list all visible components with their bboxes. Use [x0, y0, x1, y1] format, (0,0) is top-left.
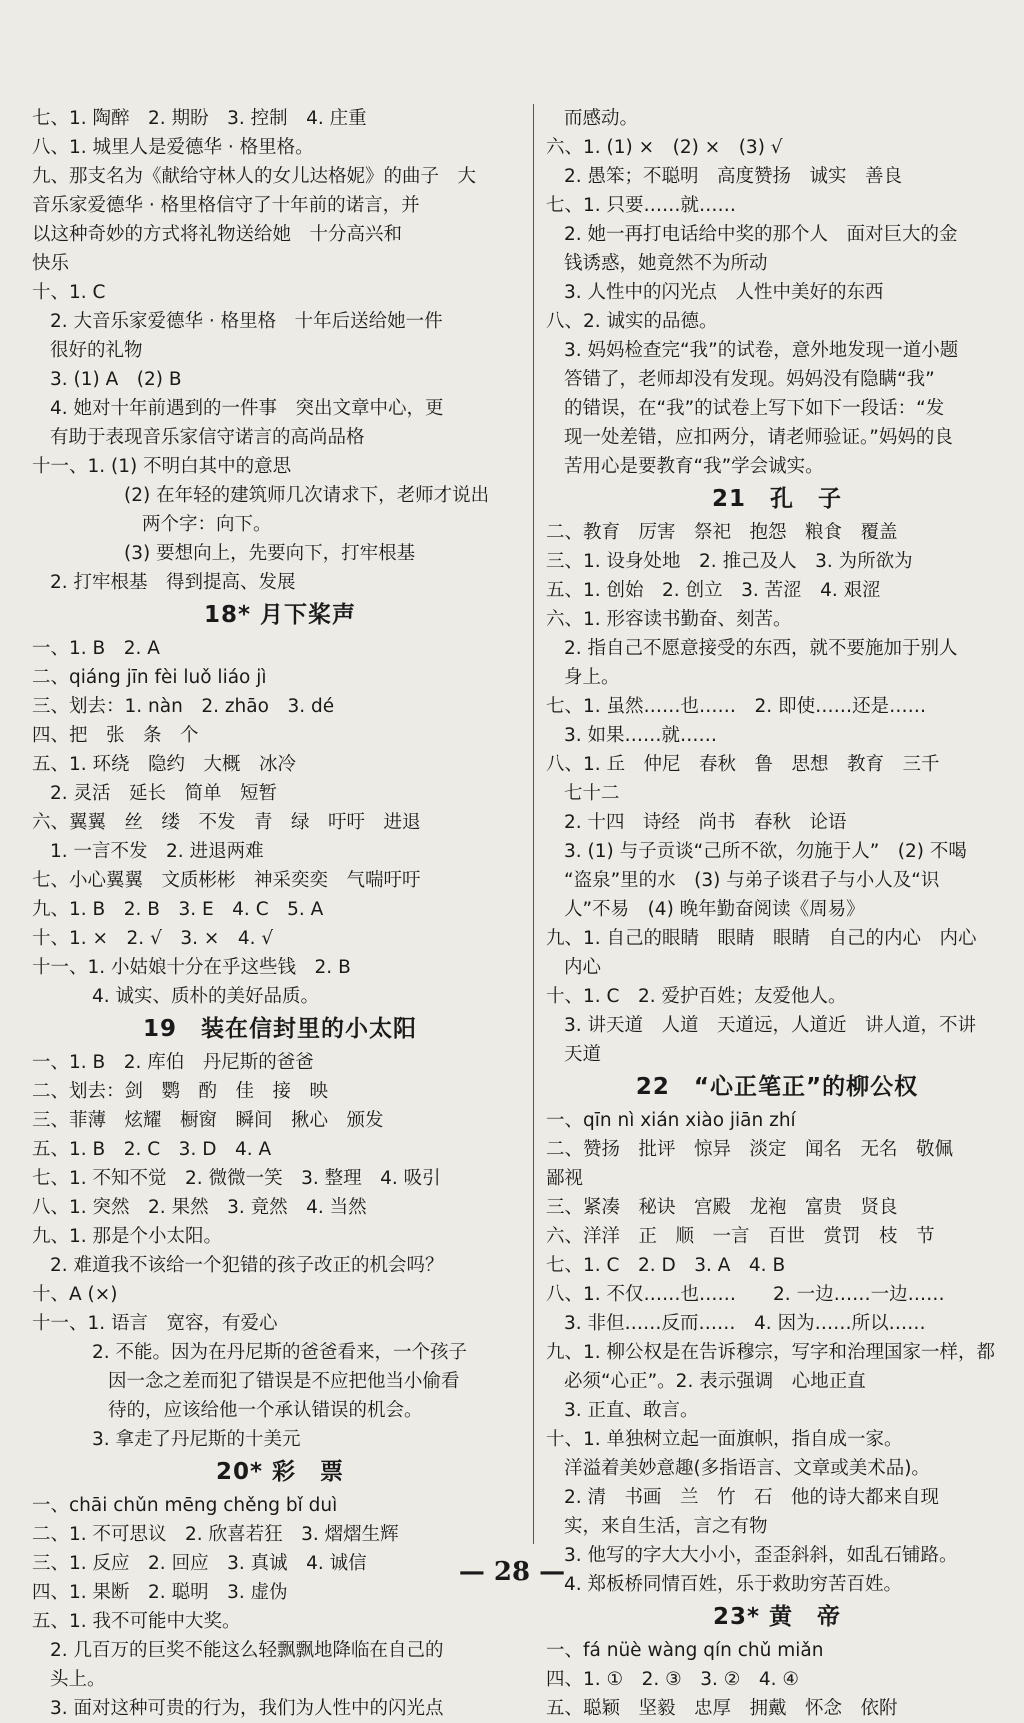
answer-line: 以这种奇妙的方式将礼物送给她 十分高兴和 [32, 224, 403, 245]
answer-line: 五、聪颖 坚毅 忠厚 拥戴 怀念 依附 [546, 1698, 898, 1719]
answer-line: 九、1. 那是个小太阳。 [32, 1226, 223, 1247]
answer-line: 七、1. 陶醉 2. 期盼 3. 控制 4. 庄重 [32, 108, 367, 129]
answer-line: 八、2. 诚实的品德。 [546, 311, 718, 332]
answer-line: 两个字：向下。 [142, 514, 272, 535]
answer-line: 钱诱惑，她竟然不为所动 [564, 253, 768, 274]
answer-line: 五、1. 环绕 隐约 大概 冰冷 [32, 754, 297, 775]
answer-line: 六、翼翼 丝 缕 不发 青 绿 吁吁 进退 [32, 812, 421, 833]
answer-line: 一、chāi chǔn mēng chěng bǐ duì [32, 1495, 338, 1516]
answer-line: 必须“心正”。2. 表示强调 心地正直 [564, 1371, 866, 1392]
answer-line: 七、1. 不知不觉 2. 微微一笑 3. 整理 4. 吸引 [32, 1168, 441, 1189]
answer-line: 十一、1. 小姑娘十分在乎这些钱 2. B [32, 957, 351, 978]
answer-line: 很好的礼物 [50, 340, 143, 361]
answer-line: 2. 灵活 延长 简单 短暂 [50, 783, 278, 804]
answer-line: 九、1. 柳公权是在告诉穆宗，写字和治理国家一样，都 [546, 1342, 996, 1363]
answer-line: 一、1. B 2. A [32, 638, 160, 659]
answer-line: 十、A (×) [32, 1284, 118, 1305]
answer-line: 1. 一言不发 2. 进退两难 [50, 841, 264, 862]
answer-line: 答错了，老师却没有发现。妈妈没有隐瞒“我” [564, 369, 935, 390]
right-column [546, 104, 1008, 1723]
answer-line: 九、1. B 2. B 3. E 4. C 5. A [32, 899, 324, 920]
answer-line: 五、1. B 2. C 3. D 4. A [32, 1139, 272, 1160]
answer-line: 八、1. 突然 2. 果然 3. 竟然 4. 当然 [32, 1197, 367, 1218]
answer-line: 快乐 [32, 253, 70, 274]
answer-line: 3. (1) 与子贡谈“己所不欲，勿施于人” (2) 不喝 [564, 841, 967, 862]
answer-line: 六、洋洋 正 顺 一言 百世 赏罚 枝 节 [546, 1226, 935, 1247]
answer-line: 二、划去：剑 鹦 酌 佳 接 映 [32, 1081, 329, 1102]
answer-line: 待的，应该给他一个承认错误的机会。 [108, 1400, 423, 1421]
answer-line: 3. 如果……就…… [564, 725, 718, 746]
answer-line: 3. 非但……反而…… 4. 因为……所以…… [564, 1313, 926, 1334]
answer-line: (2) 在年轻的建筑师几次请求下，老师才说出 [124, 485, 490, 506]
section-title: 20* 彩 票 [215, 1459, 345, 1485]
answer-line: 3. 拿走了丹尼斯的十美元 [92, 1429, 301, 1450]
answer-line: 2. 清 书画 兰 竹 石 他的诗大都来自现 [564, 1487, 940, 1508]
answer-line: 2. 几百万的巨奖不能这么轻飘飘地降临在自己的 [50, 1640, 444, 1661]
answer-line: 二、qiáng jīn fèi luǒ liáo jì [32, 667, 267, 688]
answer-line: 二、教育 厉害 祭祀 抱怨 粮食 覆盖 [546, 522, 898, 543]
section-title: 23* 黄 帝 [712, 1604, 842, 1630]
answer-line: 一、1. B 2. 库伯 丹尼斯的爸爸 [32, 1052, 314, 1073]
answer-line: 八、1. 丘 仲尼 春秋 鲁 思想 教育 三千 [546, 754, 940, 775]
answer-line: 十、1. C [32, 282, 106, 303]
answer-line: 2. 大音乐家爱德华 · 格里格 十年后送给她一件 [50, 311, 443, 332]
answer-line: 十一、1. 语言 宽容，有爱心 [32, 1313, 278, 1334]
answer-line: “盗泉”里的水 (3) 与弟子谈君子与小人及“识 [564, 870, 940, 891]
answer-line: 苦用心是要教育“我”学会诚实。 [564, 456, 824, 477]
answer-line: 3. 讲天道 人道 天道远，人道近 讲人道，不讲 [564, 1015, 977, 1036]
answer-line: 七、1. C 2. D 3. A 4. B [546, 1255, 786, 1276]
section-title: 18* 月下桨声 [203, 602, 357, 628]
answer-line: 七、小心翼翼 文质彬彬 神采奕奕 气喘吁吁 [32, 870, 421, 891]
section-title: 21 孔 子 [711, 486, 842, 512]
answer-line: 三、1. 反应 2. 回应 3. 真诚 4. 诚信 [32, 1553, 367, 1574]
section-title: 22 “心正笔正”的柳公权 [635, 1074, 919, 1100]
answer-line: 有助于表现音乐家信守诺言的高尚品格 [50, 427, 365, 448]
answer-line: 音乐家爱德华 · 格里格信守了十年前的诺言，并 [32, 195, 420, 216]
answer-line: 4. 她对十年前遇到的一件事 突出文章中心，更 [50, 398, 444, 419]
answer-line: 天道 [564, 1044, 602, 1065]
answer-line: 九、1. 自己的眼睛 眼睛 眼睛 自己的内心 内心 [546, 928, 977, 949]
answer-line: 人”不易 (4) 晚年勤奋阅读《周易》 [564, 899, 865, 920]
answer-line: 七、1. 虽然……也…… 2. 即使……还是…… [546, 696, 927, 717]
answer-line: 2. 不能。因为在丹尼斯的爸爸看来，一个孩子 [92, 1342, 468, 1363]
answer-line: 八、1. 城里人是爱德华 · 格里格。 [32, 137, 314, 158]
answer-line: 九、那支名为《献给守林人的女儿达格妮》的曲子 大 [32, 166, 477, 187]
answer-line: 头上。 [50, 1669, 106, 1690]
answer-line: 2. 愚笨；不聪明 高度赞扬 诚实 善良 [564, 166, 903, 187]
answer-line: 一、qīn nì xián xiào jiān zhí [546, 1110, 796, 1131]
answer-line: 三、菲薄 炫耀 橱窗 瞬间 揪心 颁发 [32, 1110, 384, 1131]
answer-line: 十、1. 单独树立起一面旗帜，指自成一家。 [546, 1429, 903, 1450]
answer-line: 十、1. × 2. √ 3. × 4. √ [32, 928, 274, 949]
answer-line: 实，来自生活，言之有物 [564, 1516, 768, 1537]
answer-line: 二、1. 不可思议 2. 欣喜若狂 3. 熠熠生辉 [32, 1524, 399, 1545]
answer-line: 4. 诚实、质朴的美好品质。 [92, 986, 320, 1007]
answer-line: 三、划去：1. nàn 2. zhāo 3. dé [32, 696, 335, 717]
answer-line: 七、1. 只要……就…… [546, 195, 737, 216]
answer-line: 三、1. 设身处地 2. 推己及人 3. 为所欲为 [546, 551, 913, 572]
answer-line: 3. (1) A (2) B [50, 369, 182, 390]
answer-line: 3. 面对这种可贵的行为，我们为人性中的闪光点 [50, 1698, 444, 1719]
answer-line: 的错误，在“我”的试卷上写下如下一段话：“发 [564, 398, 945, 419]
answer-line: 十一、1. (1) 不明白其中的意思 [32, 456, 292, 477]
answer-line: 内心 [564, 957, 602, 978]
answer-line: 3. 正直、敢言。 [564, 1400, 699, 1421]
answer-line: (3) 要想向上，先要向下，打牢根基 [124, 543, 416, 564]
answer-line: 六、1. 形容读书勤奋、刻苦。 [546, 609, 792, 630]
answer-line: 现一处差错，应扣两分，请老师验证。”妈妈的良 [564, 427, 953, 448]
answer-line: 四、把 张 条 个 [32, 725, 199, 746]
answer-line: 因一念之差而犯了错误是不应把他当小偷看 [108, 1371, 460, 1392]
answer-line: 身上。 [564, 667, 620, 688]
answer-line: 洋溢着美妙意趣(多指语言、文章或美术品)。 [564, 1458, 930, 1479]
answer-line: 鄙视 [546, 1168, 584, 1189]
answer-line: 三、紧凑 秘诀 宫殿 龙袍 富贵 贤良 [546, 1197, 898, 1218]
answer-line: 四、1. 果断 2. 聪明 3. 虚伪 [32, 1582, 288, 1603]
answer-line: 二、赞扬 批评 惊异 淡定 闻名 无名 敬佩 [546, 1139, 954, 1160]
answer-line: 2. 打牢根基 得到提高、发展 [50, 572, 296, 593]
answer-line: 五、1. 创始 2. 创立 3. 苦涩 4. 艰涩 [546, 580, 881, 601]
answer-line: 而感动。 [564, 108, 639, 129]
answer-line: 一、fá nüè wàng qín chǔ miǎn [546, 1640, 824, 1661]
answer-line: 2. 难道我不该给一个犯错的孩子改正的机会吗？ [50, 1255, 444, 1276]
answer-line: 3. 人性中的闪光点 人性中美好的东西 [564, 282, 884, 303]
answer-line: 四、1. ① 2. ③ 3. ② 4. ④ [546, 1669, 799, 1690]
column-divider [533, 104, 534, 1544]
answer-line: 六、1. (1) × (2) × (3) √ [546, 137, 783, 158]
answer-line: 2. 指自己不愿意接受的东西，就不要施加于别人 [564, 638, 958, 659]
left-column [32, 104, 528, 1723]
page-number: — 28 — [458, 1557, 566, 1587]
section-title: 19 装在信封里的小太阳 [142, 1016, 417, 1042]
answer-line: 3. 他写的字大大小小，歪歪斜斜，如乱石铺路。 [564, 1545, 958, 1566]
answer-line: 十、1. C 2. 爱护百姓；友爱他人。 [546, 986, 847, 1007]
answer-line: 4. 郑板桥同情百姓，乐于救助穷苦百姓。 [564, 1574, 903, 1595]
answer-line: 八、1. 不仅……也…… 2. 一边……一边…… [546, 1284, 945, 1305]
answer-line: 2. 她一再打电话给中奖的那个人 面对巨大的金 [564, 224, 958, 245]
answer-line: 七十二 [564, 783, 620, 804]
answer-line: 2. 十四 诗经 尚书 春秋 论语 [564, 812, 847, 833]
answer-line: 3. 妈妈检查完“我”的试卷，意外地发现一道小题 [564, 340, 959, 361]
answer-line: 五、1. 我不可能中大奖。 [32, 1611, 241, 1632]
